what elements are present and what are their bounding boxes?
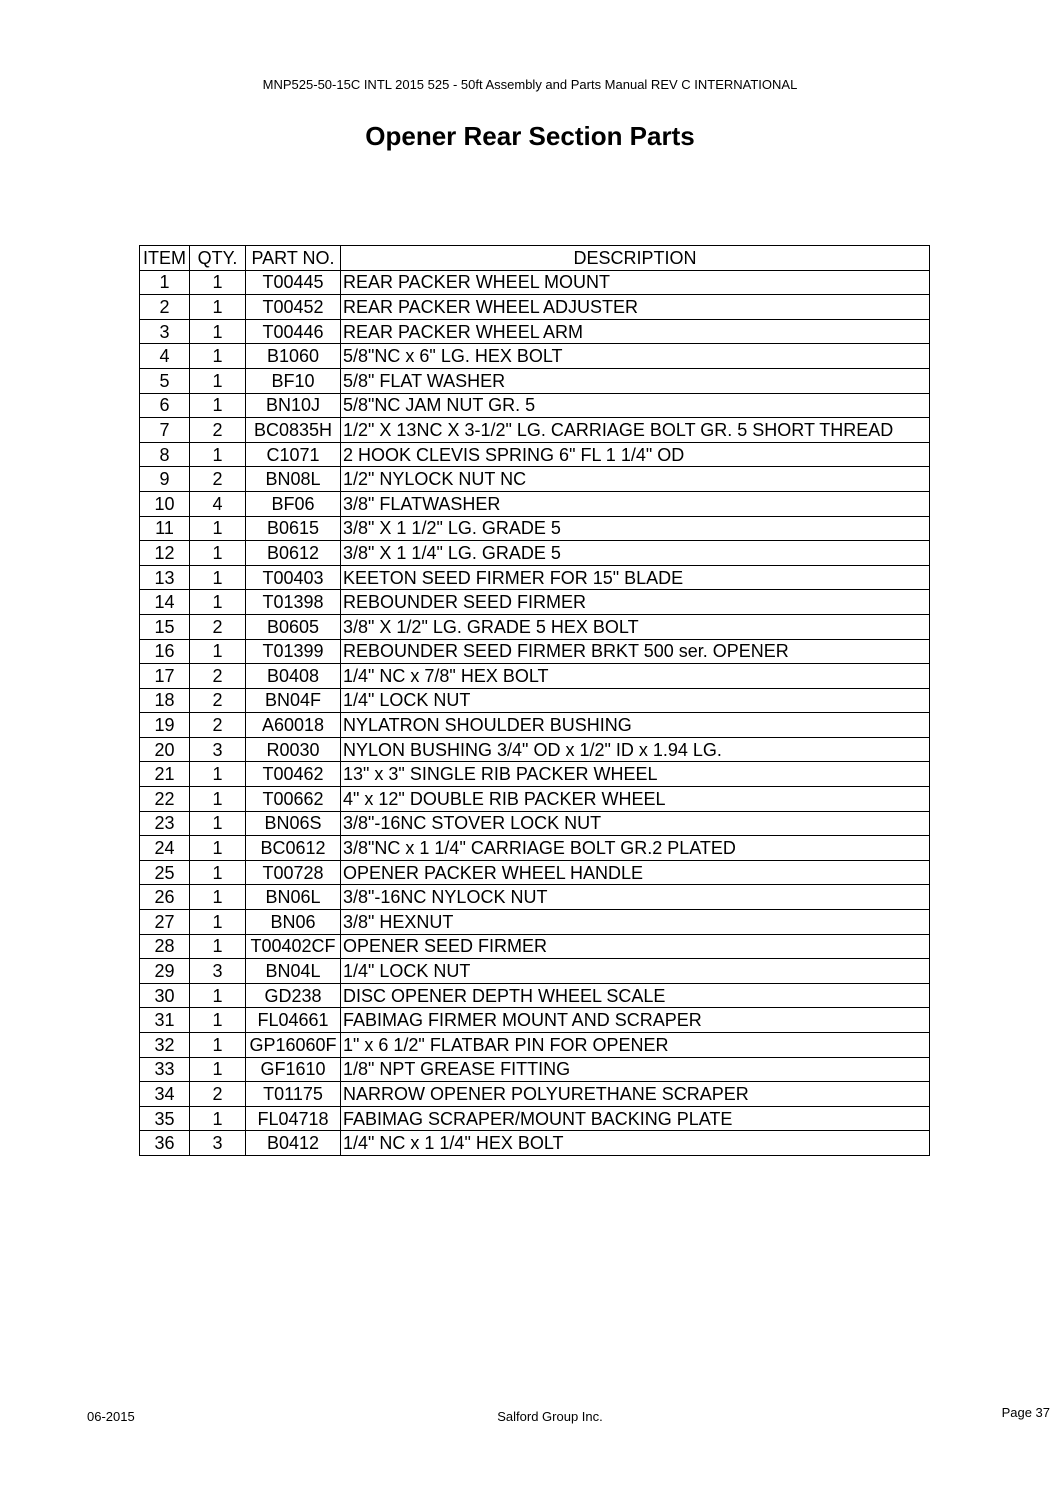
quantity: 1: [190, 516, 246, 541]
description: 3/8"-16NC STOVER LOCK NUT: [341, 811, 930, 836]
quantity: 1: [190, 393, 246, 418]
document-header: MNP525-50-15C INTL 2015 525 - 50ft Assembly and Parts Manual REV C INTERNATIONAL: [262, 77, 798, 92]
part-number: T01398: [246, 590, 341, 615]
parts-table: [139, 245, 930, 1156]
table-row: [140, 688, 930, 713]
table-row: [140, 713, 930, 738]
description: 3/8" X 1 1/4" LG. GRADE 5: [341, 541, 930, 566]
quantity: 1: [190, 590, 246, 615]
description: REAR PACKER WHEEL ADJUSTER: [341, 295, 930, 320]
part-number: BF10: [246, 368, 341, 393]
quantity: 1: [190, 860, 246, 885]
quantity: 3: [190, 737, 246, 762]
item-number: 5: [140, 368, 190, 393]
description: 3/8" FLATWASHER: [341, 491, 930, 516]
table-row: [140, 541, 930, 566]
part-number: BN06: [246, 910, 341, 935]
item-number: 28: [140, 934, 190, 959]
description: 1/4" LOCK NUT: [341, 959, 930, 984]
part-number: GD238: [246, 983, 341, 1008]
part-number: B0412: [246, 1131, 341, 1156]
description: 5/8" FLAT WASHER: [341, 368, 930, 393]
part-number: B0612: [246, 541, 341, 566]
quantity: 2: [190, 418, 246, 443]
part-number: BN06L: [246, 885, 341, 910]
item-number: 7: [140, 418, 190, 443]
quantity: 1: [190, 319, 246, 344]
item-number: 30: [140, 983, 190, 1008]
table-row: [140, 442, 930, 467]
description: 3/8" X 1/2" LG. GRADE 5 HEX BOLT: [341, 614, 930, 639]
table-row: [140, 737, 930, 762]
item-number: 16: [140, 639, 190, 664]
table-row: [140, 910, 930, 935]
part-number: T00446: [246, 319, 341, 344]
item-number: 36: [140, 1131, 190, 1156]
table-row: [140, 1008, 930, 1033]
quantity: 1: [190, 787, 246, 812]
description: REBOUNDER SEED FIRMER: [341, 590, 930, 615]
part-number: BF06: [246, 491, 341, 516]
part-number: BN10J: [246, 393, 341, 418]
table-row: [140, 1082, 930, 1107]
item-number: 31: [140, 1008, 190, 1033]
part-number: T00445: [246, 270, 341, 295]
item-number: 4: [140, 344, 190, 369]
description: 5/8"NC JAM NUT GR. 5: [341, 393, 930, 418]
footer-date: 06-2015: [87, 1409, 135, 1424]
item-number: 32: [140, 1033, 190, 1058]
part-number: T00403: [246, 565, 341, 590]
description: 3/8"-16NC NYLOCK NUT: [341, 885, 930, 910]
description: 1/4" LOCK NUT: [341, 688, 930, 713]
quantity: 2: [190, 614, 246, 639]
part-number: T01399: [246, 639, 341, 664]
table-row: [140, 860, 930, 885]
item-number: 18: [140, 688, 190, 713]
quantity: 2: [190, 1082, 246, 1107]
quantity: 1: [190, 270, 246, 295]
part-number: A60018: [246, 713, 341, 738]
part-number: B1060: [246, 344, 341, 369]
table-row: [140, 418, 930, 443]
description: NARROW OPENER POLYURETHANE SCRAPER: [341, 1082, 930, 1107]
table-row: [140, 885, 930, 910]
part-number: BN08L: [246, 467, 341, 492]
quantity: 1: [190, 983, 246, 1008]
item-number: 17: [140, 664, 190, 689]
quantity: 1: [190, 344, 246, 369]
table-row: [140, 368, 930, 393]
quantity: 1: [190, 368, 246, 393]
description: OPENER PACKER WHEEL HANDLE: [341, 860, 930, 885]
table-row: [140, 516, 930, 541]
description: 3/8" X 1 1/2" LG. GRADE 5: [341, 516, 930, 541]
table-row: [140, 787, 930, 812]
description: 1/4" NC x 1 1/4" HEX BOLT: [341, 1131, 930, 1156]
item-number: 11: [140, 516, 190, 541]
item-number: 29: [140, 959, 190, 984]
part-number: FL04718: [246, 1106, 341, 1131]
quantity: 1: [190, 1008, 246, 1033]
table-row: [140, 811, 930, 836]
item-number: 23: [140, 811, 190, 836]
table-row: [140, 1033, 930, 1058]
table-row: [140, 1106, 930, 1131]
table-row: [140, 934, 930, 959]
table-row: [140, 590, 930, 615]
item-number: 8: [140, 442, 190, 467]
quantity: 1: [190, 1033, 246, 1058]
quantity: 1: [190, 836, 246, 861]
description: NYLON BUSHING 3/4" OD x 1/2" ID x 1.94 LG.: [341, 737, 930, 762]
description: 3/8"NC x 1 1/4" CARRIAGE BOLT GR.2 PLATED: [341, 836, 930, 861]
part-number: BN06S: [246, 811, 341, 836]
item-number: 24: [140, 836, 190, 861]
quantity: 1: [190, 1106, 246, 1131]
table-row: [140, 467, 930, 492]
description: REBOUNDER SEED FIRMER BRKT 500 ser. OPENER: [341, 639, 930, 664]
parts-table-body: [140, 270, 930, 1155]
footer-company: Salford Group Inc.: [497, 1409, 603, 1424]
table-row: [140, 959, 930, 984]
table-row: [140, 983, 930, 1008]
item-number: 19: [140, 713, 190, 738]
part-number: BN04L: [246, 959, 341, 984]
quantity: 1: [190, 910, 246, 935]
quantity: 1: [190, 639, 246, 664]
header-part-no: PART NO.: [246, 246, 341, 271]
part-number: FL04661: [246, 1008, 341, 1033]
description: FABIMAG SCRAPER/MOUNT BACKING PLATE: [341, 1106, 930, 1131]
item-number: 13: [140, 565, 190, 590]
table-row: [140, 836, 930, 861]
header-item: ITEM: [140, 246, 190, 271]
item-number: 34: [140, 1082, 190, 1107]
description: FABIMAG FIRMER MOUNT AND SCRAPER: [341, 1008, 930, 1033]
description: 1/2" NYLOCK NUT NC: [341, 467, 930, 492]
description: 3/8" HEXNUT: [341, 910, 930, 935]
part-number: BN04F: [246, 688, 341, 713]
quantity: 2: [190, 467, 246, 492]
header-qty: QTY.: [190, 246, 246, 271]
item-number: 9: [140, 467, 190, 492]
item-number: 26: [140, 885, 190, 910]
quantity: 2: [190, 713, 246, 738]
item-number: 27: [140, 910, 190, 935]
part-number: GP16060F: [246, 1033, 341, 1058]
item-number: 3: [140, 319, 190, 344]
table-row: [140, 762, 930, 787]
part-number: C1071: [246, 442, 341, 467]
table-row: [140, 344, 930, 369]
quantity: 1: [190, 885, 246, 910]
item-number: 22: [140, 787, 190, 812]
item-number: 2: [140, 295, 190, 320]
part-number: BC0835H: [246, 418, 341, 443]
item-number: 20: [140, 737, 190, 762]
description: OPENER SEED FIRMER: [341, 934, 930, 959]
quantity: 1: [190, 811, 246, 836]
page-title: Opener Rear Section Parts: [365, 121, 695, 151]
description: 1" x 6 1/2" FLATBAR PIN FOR OPENER: [341, 1033, 930, 1058]
table-header-row: [140, 246, 930, 271]
quantity: 3: [190, 1131, 246, 1156]
part-number: B0615: [246, 516, 341, 541]
quantity: 1: [190, 541, 246, 566]
table-row: [140, 614, 930, 639]
part-number: T00462: [246, 762, 341, 787]
description: 1/8" NPT GREASE FITTING: [341, 1057, 930, 1082]
part-number: T00452: [246, 295, 341, 320]
table-row: [140, 639, 930, 664]
part-number: T00728: [246, 860, 341, 885]
item-number: 12: [140, 541, 190, 566]
description: 1/2" X 13NC X 3-1/2" LG. CARRIAGE BOLT GR. 5 SHORT THREAD: [341, 418, 930, 443]
description: 4" x 12" DOUBLE RIB PACKER WHEEL: [341, 787, 930, 812]
item-number: 1: [140, 270, 190, 295]
table-row: [140, 270, 930, 295]
item-number: 35: [140, 1106, 190, 1131]
description: 5/8"NC x 6" LG. HEX BOLT: [341, 344, 930, 369]
quantity: 1: [190, 565, 246, 590]
item-number: 6: [140, 393, 190, 418]
quantity: 1: [190, 295, 246, 320]
table-row: [140, 664, 930, 689]
quantity: 1: [190, 1057, 246, 1082]
quantity: 2: [190, 688, 246, 713]
table-row: [140, 319, 930, 344]
part-number: BC0612: [246, 836, 341, 861]
description: REAR PACKER WHEEL ARM: [341, 319, 930, 344]
item-number: 14: [140, 590, 190, 615]
quantity: 1: [190, 934, 246, 959]
item-number: 10: [140, 491, 190, 516]
part-number: GF1610: [246, 1057, 341, 1082]
part-number: B0408: [246, 664, 341, 689]
description: NYLATRON SHOULDER BUSHING: [341, 713, 930, 738]
quantity: 1: [190, 762, 246, 787]
description: 2 HOOK CLEVIS SPRING 6" FL 1 1/4" OD: [341, 442, 930, 467]
table-row: [140, 393, 930, 418]
quantity: 3: [190, 959, 246, 984]
quantity: 1: [190, 442, 246, 467]
table-row: [140, 565, 930, 590]
part-number: R0030: [246, 737, 341, 762]
table-row: [140, 1131, 930, 1156]
description: 13" x 3" SINGLE RIB PACKER WHEEL: [341, 762, 930, 787]
description: KEETON SEED FIRMER FOR 15" BLADE: [341, 565, 930, 590]
table-row: [140, 491, 930, 516]
part-number: T00402CF: [246, 934, 341, 959]
quantity: 2: [190, 664, 246, 689]
description: REAR PACKER WHEEL MOUNT: [341, 270, 930, 295]
table-row: [140, 1057, 930, 1082]
part-number: T01175: [246, 1082, 341, 1107]
description: 1/4" NC x 7/8" HEX BOLT: [341, 664, 930, 689]
item-number: 21: [140, 762, 190, 787]
description: DISC OPENER DEPTH WHEEL SCALE: [341, 983, 930, 1008]
footer-page-number: Page 37: [1001, 1405, 1050, 1420]
quantity: 4: [190, 491, 246, 516]
table-row: [140, 295, 930, 320]
header-description: DESCRIPTION: [341, 246, 930, 271]
item-number: 25: [140, 860, 190, 885]
part-number: B0605: [246, 614, 341, 639]
item-number: 15: [140, 614, 190, 639]
item-number: 33: [140, 1057, 190, 1082]
part-number: T00662: [246, 787, 341, 812]
